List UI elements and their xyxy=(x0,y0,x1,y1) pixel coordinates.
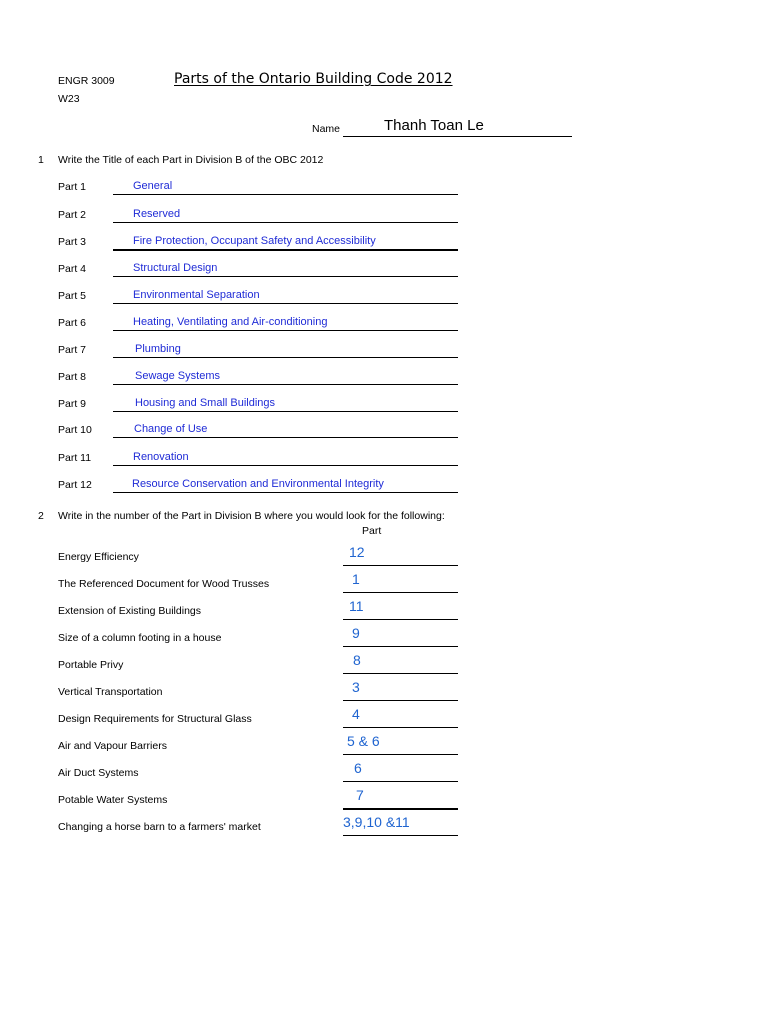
q1-answer-line xyxy=(113,303,458,304)
q1-part-label: Part 8 xyxy=(58,371,87,383)
q1-part-answer[interactable]: Structural Design xyxy=(133,262,218,274)
q1-answer-line xyxy=(113,437,458,438)
q1-prompt: Write the Title of each Part in Division B of the OBC 2012 xyxy=(58,154,324,166)
q2-answer-line xyxy=(343,619,458,620)
q2-item-answer[interactable]: 12 xyxy=(349,544,365,560)
q2-answer-line xyxy=(343,592,458,593)
q2-answer-line xyxy=(343,835,458,836)
q2-item-answer[interactable]: 9 xyxy=(352,625,360,641)
q1-part-answer[interactable]: Reserved xyxy=(133,208,181,220)
q2-item-label: Changing a horse barn to a farmers' market xyxy=(58,821,261,833)
q1-part-label: Part 10 xyxy=(58,424,92,436)
q2-number: 2 xyxy=(38,510,44,522)
q1-part-label: Part 7 xyxy=(58,344,87,356)
q2-answer-line xyxy=(343,781,458,782)
q2-item-answer[interactable]: 5 & 6 xyxy=(347,733,380,749)
name-label: Name xyxy=(312,123,341,135)
q1-part-label: Part 4 xyxy=(58,263,87,275)
q1-answer-line xyxy=(113,465,458,466)
q2-answer-line xyxy=(343,700,458,701)
q2-item-answer[interactable]: 11 xyxy=(349,598,364,614)
q1-part-answer[interactable]: Change of Use xyxy=(134,423,208,435)
q2-item-answer[interactable]: 3 xyxy=(352,679,360,695)
q2-answer-line xyxy=(343,808,458,810)
q1-part-label: Part 12 xyxy=(58,479,92,491)
q1-part-answer[interactable]: Heating, Ventilating and Air-conditioning xyxy=(133,316,328,328)
q1-part-answer[interactable]: Housing and Small Buildings xyxy=(135,397,276,409)
q2-item-label: Vertical Transportation xyxy=(58,686,163,698)
page-title: Parts of the Ontario Building Code 2012 xyxy=(174,71,453,87)
q2-item-label: The Referenced Document for Wood Trusses xyxy=(58,578,270,590)
q1-answer-line xyxy=(113,276,458,277)
q1-part-answer[interactable]: Sewage Systems xyxy=(135,370,220,382)
q1-answer-line xyxy=(113,384,458,385)
q2-prompt: Write in the number of the Part in Division B where you would look for the following: xyxy=(58,510,445,522)
q1-answer-line xyxy=(113,492,458,493)
q2-item-answer[interactable]: 6 xyxy=(354,760,362,776)
q2-item-label: Air Duct Systems xyxy=(58,767,139,779)
q1-answer-line xyxy=(113,357,458,358)
q1-part-answer[interactable]: Environmental Separation xyxy=(133,289,260,301)
q1-answer-line xyxy=(113,194,458,195)
q2-item-label: Extension of Existing Buildings xyxy=(58,605,201,617)
q1-part-label: Part 11 xyxy=(58,452,92,464)
q1-number: 1 xyxy=(38,154,44,166)
q1-part-label: Part 1 xyxy=(58,181,87,193)
q1-part-answer[interactable]: Plumbing xyxy=(135,343,181,355)
q1-part-answer[interactable]: Renovation xyxy=(133,451,189,463)
q2-answer-line xyxy=(343,673,458,674)
q2-answer-line xyxy=(343,727,458,728)
q1-part-label: Part 3 xyxy=(58,236,87,248)
course-code: ENGR 3009 xyxy=(58,75,115,87)
name-value[interactable]: Thanh Toan Le xyxy=(384,117,484,134)
q1-answer-line xyxy=(113,249,458,251)
q1-part-answer[interactable]: General xyxy=(133,180,173,192)
q2-item-label: Size of a column footing in a house xyxy=(58,632,222,644)
q1-part-label: Part 2 xyxy=(58,209,87,221)
q1-part-answer[interactable]: Resource Conservation and Environmental Integrity xyxy=(132,478,384,490)
q1-answer-line xyxy=(113,411,458,412)
q1-part-label: Part 5 xyxy=(58,290,87,302)
name-underline xyxy=(343,136,572,137)
q2-item-answer[interactable]: 1 xyxy=(352,571,360,587)
term-code: W23 xyxy=(58,93,80,105)
q2-column-header: Part xyxy=(362,525,382,537)
q2-item-answer[interactable]: 7 xyxy=(356,787,364,803)
q2-item-label: Potable Water Systems xyxy=(58,794,168,806)
q2-item-answer[interactable]: 3,9,10 &11 xyxy=(343,814,410,830)
q2-item-label: Design Requirements for Structural Glass xyxy=(58,713,252,725)
q2-item-label: Energy Efficiency xyxy=(58,551,139,563)
q2-answer-line xyxy=(343,646,458,647)
q2-item-label: Portable Privy xyxy=(58,659,124,671)
q1-part-label: Part 9 xyxy=(58,398,87,410)
q1-part-answer[interactable]: Fire Protection, Occupant Safety and Accessibility xyxy=(133,235,376,247)
q1-answer-line xyxy=(113,330,458,331)
q1-part-label: Part 6 xyxy=(58,317,87,329)
q1-answer-line xyxy=(113,222,458,223)
q2-item-answer[interactable]: 4 xyxy=(352,706,360,722)
q2-item-label: Air and Vapour Barriers xyxy=(58,740,167,752)
q2-answer-line xyxy=(343,754,458,755)
q2-item-answer[interactable]: 8 xyxy=(353,652,361,668)
q2-answer-line xyxy=(343,565,458,566)
